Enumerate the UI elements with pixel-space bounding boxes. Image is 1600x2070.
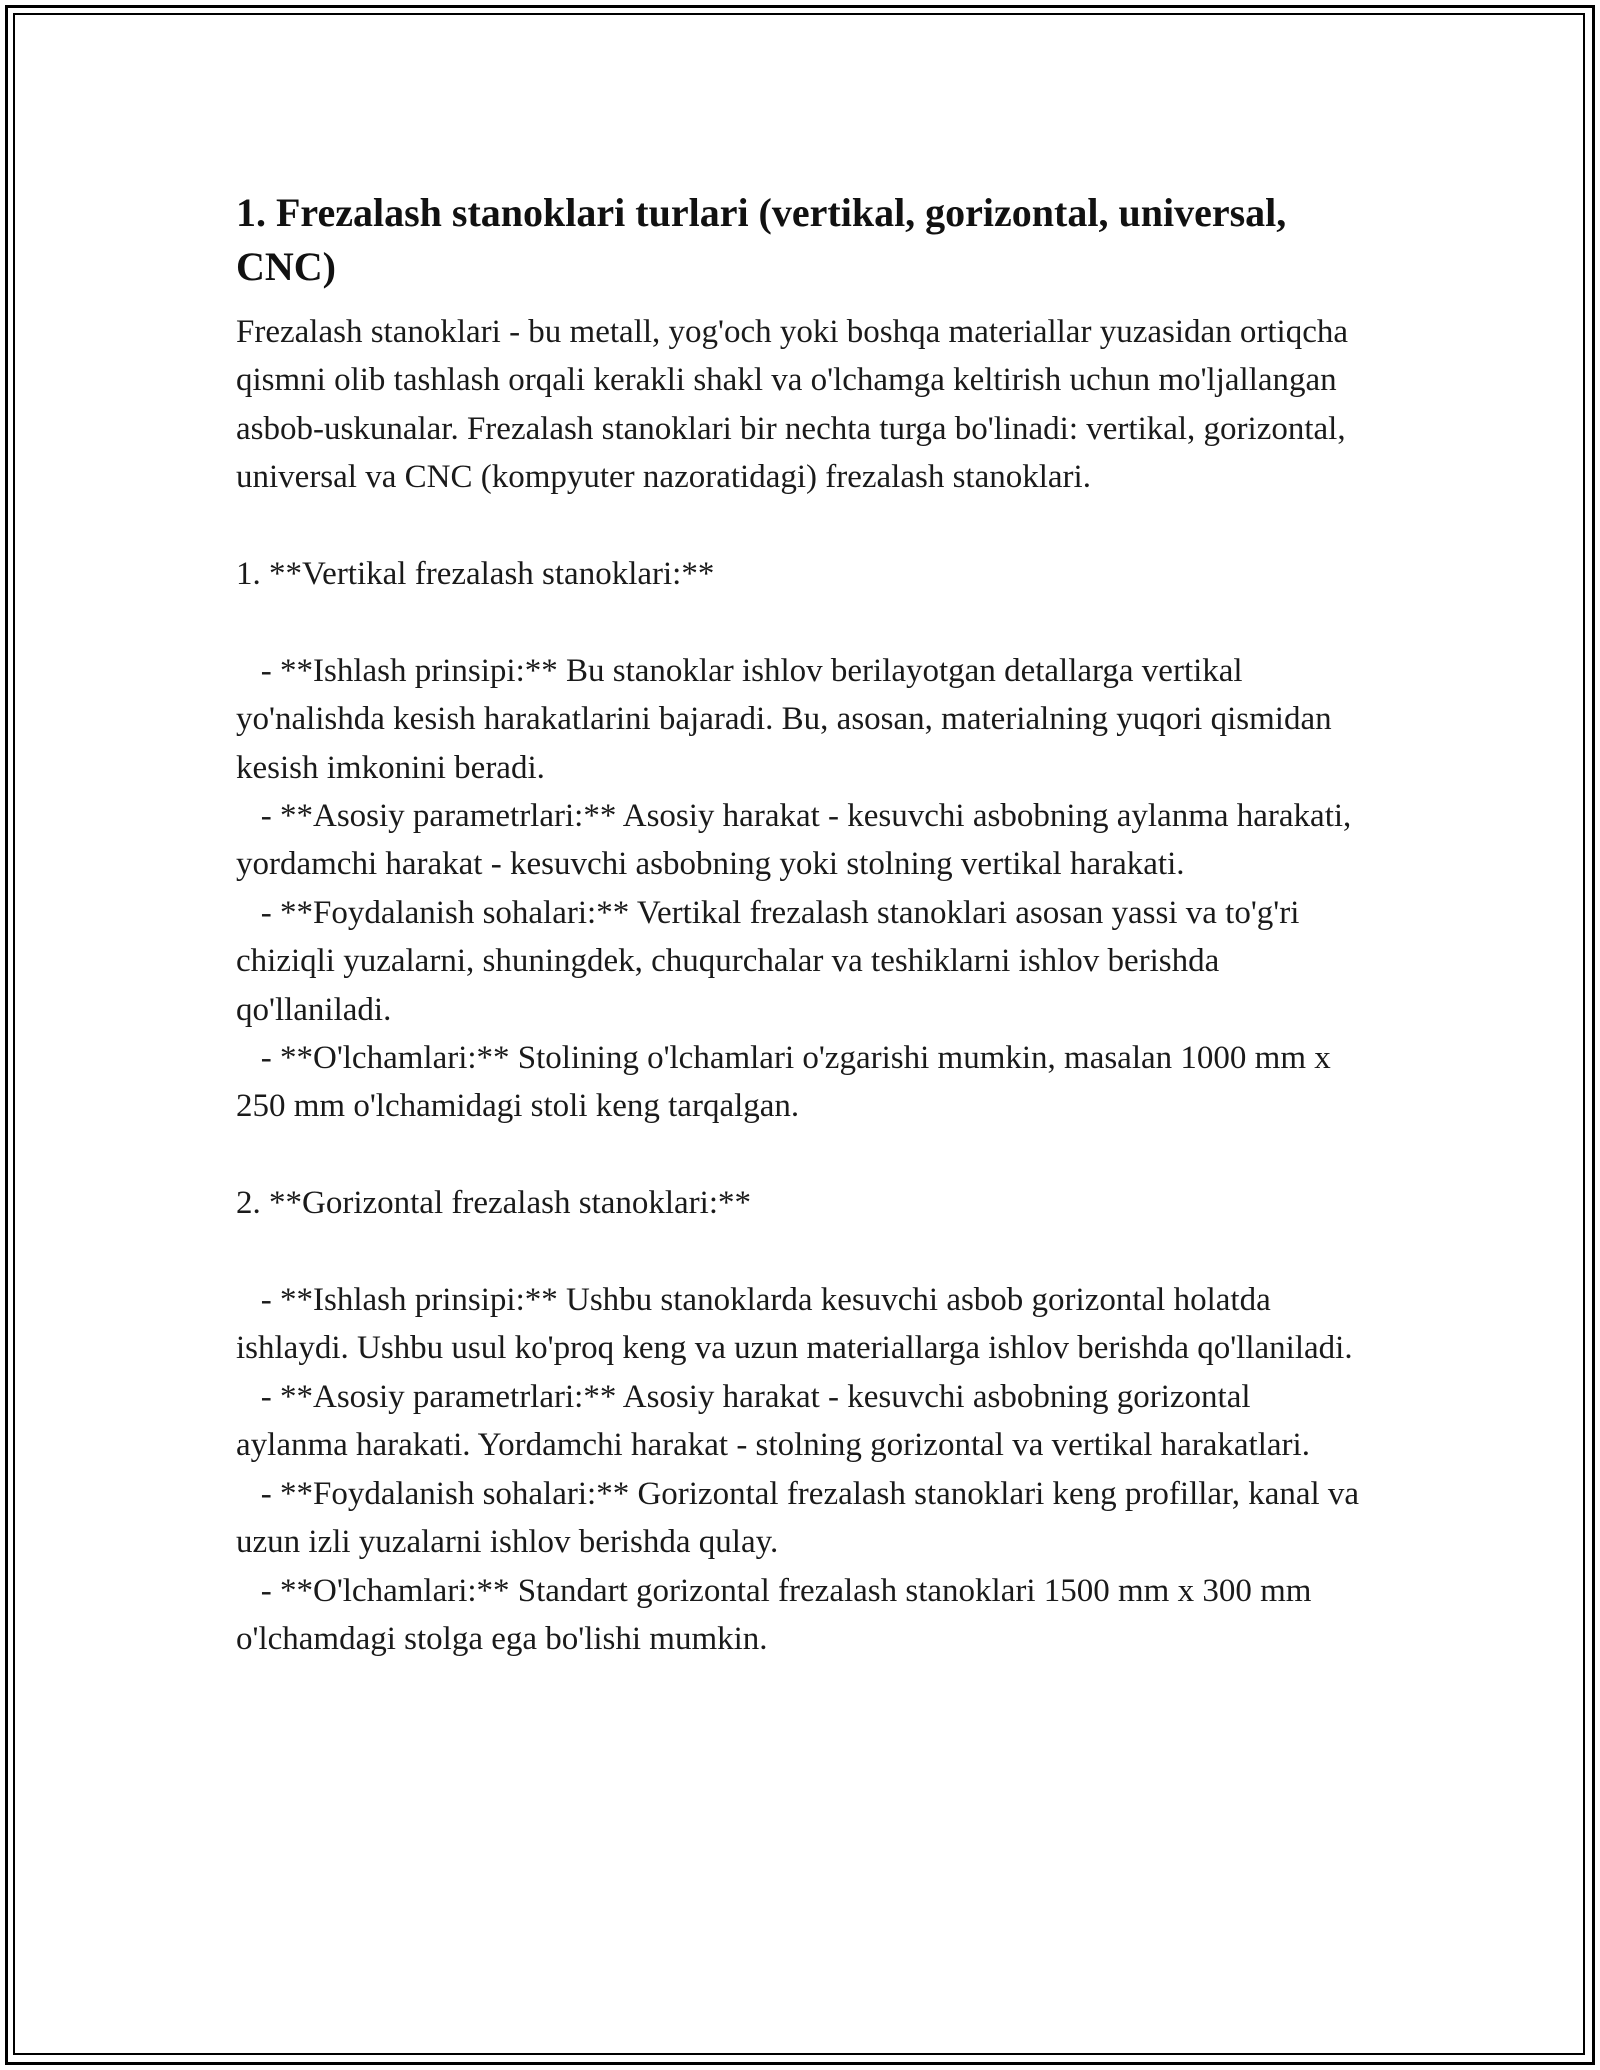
list-item: - **Ishlash prinsipi:** Ushbu stanoklarda kesuvchi asbob gorizontal holatda ishlaydi. Ushbu usul ko'proq keng va uzun materiallarga ishlov berishda qo'llaniladi. xyxy=(236,1282,1353,1367)
section-heading: 2. **Gorizontal frezalash stanoklari:** xyxy=(236,1185,751,1222)
intro-paragraph: Frezalash stanoklari - bu metall, yog'och yoki boshqa materiallar yuzasidan ortiqcha qismni olib tashlash orqali kerakli shakl va o'lchamga keltirish uchun mo'ljallangan asbob-uskunalar. Frezalash stanoklari bir nechta turga bo'linadi: vertikal, gorizontal, universal va CNC (kompyuter nazoratidagi) frezalash stanoklari. xyxy=(236,314,1349,496)
list-item: - **O'lchamlari:** Stolining o'lchamlari o'zgarishi mumkin, masalan 1000 mm x 250 mm o'lchamidagi stoli keng tarqalgan. xyxy=(236,1040,1339,1125)
list-item: - **Foydalanish sohalari:** Vertikal frezalash stanoklari asosan yassi va to'g'ri chiziqli yuzalarni, shuningdek, chuqurchalar va teshiklarni ishlov berishda qo'llaniladi. xyxy=(236,894,1308,1028)
list-item: - **Asosiy parametrlari:** Asosiy harakat - kesuvchi asbobning gorizontal aylanma harakati. Yordamchi harakat - stolning gorizontal va vertikal harakatlari. xyxy=(236,1378,1310,1464)
list-item: - **Foydalanish sohalari:** Gorizontal frezalash stanoklari keng profillar, kanal va uzun izli yuzalarni ishlov berishda qulay. xyxy=(236,1475,1368,1561)
section-heading: 1. **Vertikal frezalash stanoklari:** xyxy=(236,556,715,593)
list-item: - **Asosiy parametrlari:** Asosiy harakat - kesuvchi asbobning aylanma harakati, yordamchi harakat - kesuvchi asbobning yoki stolning vertikal harakati. xyxy=(236,798,1360,883)
list-item: - **O'lchamlari:** Standart gorizontal frezalash stanoklari 1500 mm x 300 mm o'lchamdagi stolga ega bo'lishi mumkin. xyxy=(236,1572,1320,1657)
section-item-list xyxy=(236,647,1366,1131)
section-horizontal xyxy=(236,1179,1366,1663)
list-item: - **Ishlash prinsipi:** Bu stanoklar ishlov berilayotgan detallarga vertikal yo'nalishda kesish harakatlarini bajaradi. Bu, asosan, materialning yuqori qismidan kesish imkonini beradi. xyxy=(236,652,1340,786)
document-body xyxy=(236,186,1366,1663)
section-item-list xyxy=(236,1276,1366,1663)
section-vertical xyxy=(236,550,1366,1131)
document-title: 1. Frezalash stanoklari turlari (vertikal, gorizontal, universal, CNC) xyxy=(236,190,1287,289)
